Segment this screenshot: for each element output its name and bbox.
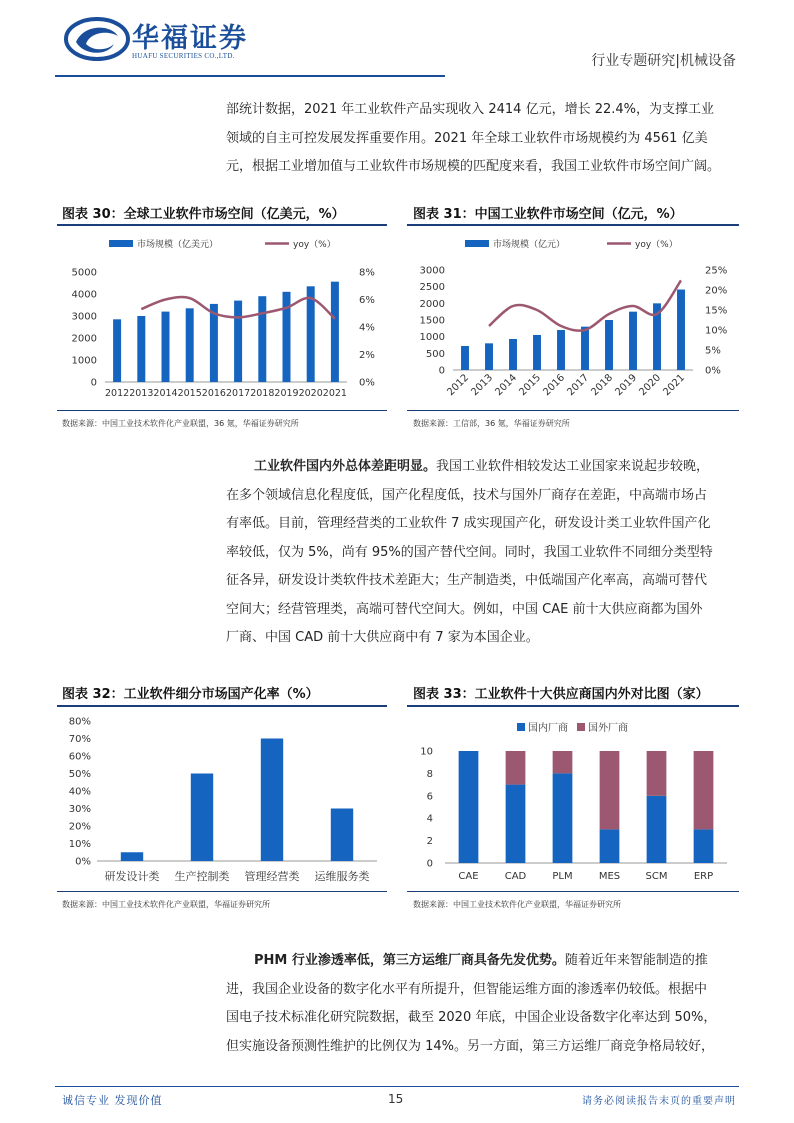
header-divider xyxy=(55,75,445,77)
x-tick-label: 生产控制类 xyxy=(174,870,230,883)
x-tick-label: 2021 xyxy=(322,388,347,399)
x-tick-label: 2017 xyxy=(565,372,592,399)
bar xyxy=(677,290,685,370)
legend-domestic-swatch xyxy=(517,723,525,731)
y-right-tick-label: 2% xyxy=(359,350,375,361)
x-tick-label: 2018 xyxy=(589,372,616,399)
x-tick-label: 2015 xyxy=(517,372,544,399)
x-tick-label: 2021 xyxy=(661,372,688,399)
y-tick-label: 10% xyxy=(68,839,91,850)
x-tick-label: 2012 xyxy=(105,388,130,399)
y-tick-label: 60% xyxy=(68,751,91,763)
huafu-logo-icon xyxy=(64,16,130,62)
y-left-tick-label: 0 xyxy=(90,377,97,389)
bar-domestic xyxy=(553,773,573,863)
legend-line-label: yoy（%） xyxy=(635,240,678,250)
legend-line-label: yoy（%） xyxy=(293,240,336,250)
bar-foreign xyxy=(506,751,526,785)
figure-30-top-rule xyxy=(57,224,387,226)
paragraph-line: 领域的自主可控发展发挥重要作用。2021 年全球工业软件市场规模约为 4561 亿美 xyxy=(226,130,708,146)
figure-32-chart xyxy=(57,709,387,889)
figure-32-source: 数据来源：中国工业技术软件化产业联盟，华福证券研究所 xyxy=(62,900,270,909)
bar xyxy=(509,339,517,370)
x-tick-label: 2016 xyxy=(201,388,226,399)
y-left-tick-label: 2000 xyxy=(71,333,97,345)
paragraph-line: PHM 行业渗透率低，第三方运维厂商具备先发优势。随着近年来智能制造的推 xyxy=(254,953,708,968)
bar-foreign xyxy=(553,751,573,773)
bar-foreign xyxy=(600,751,620,829)
figure-31-top-rule xyxy=(407,224,739,226)
figure-33-title: 图表 33：工业软件十大供应商国内外对比图（家） xyxy=(413,687,709,702)
paragraph-3-lead: PHM 行业渗透率低，第三方运维厂商具备先发优势。 xyxy=(254,953,565,968)
y-left-tick-label: 500 xyxy=(425,348,445,360)
x-tick-label: 2019 xyxy=(613,372,640,399)
company-name-en: HUAFU SECURITIES CO.,LTD. xyxy=(132,52,235,60)
paragraph-2 xyxy=(226,453,738,653)
x-tick-label: 2020 xyxy=(637,372,664,399)
paragraph-line: 征各异，研发设计类软件技术差距大；生产制造类，中低端国产化率高，高端可替代 xyxy=(226,573,708,588)
y-left-tick-label: 1500 xyxy=(419,315,445,327)
y-right-tick-label: 0% xyxy=(359,377,375,389)
x-tick-label: 2016 xyxy=(541,372,568,399)
bar xyxy=(331,282,339,382)
x-tick-label: CAD xyxy=(504,871,527,882)
bar xyxy=(485,343,493,370)
y-right-tick-label: 8% xyxy=(359,267,375,279)
paragraph-line: 国电子技术标准化研究院数据，截至 2020 年底，中国企业设备数字化率达到 50%， xyxy=(226,1010,717,1025)
paragraph-line: 工业软件国内外总体差距明显。我国工业软件相较发达工业国家来说起步较晚， xyxy=(254,459,710,474)
y-tick-label: 40% xyxy=(68,786,91,798)
bar-domestic xyxy=(506,785,526,863)
legend-bar-label: 市场规模（亿美元） xyxy=(137,240,219,250)
paragraph-3 xyxy=(226,947,738,1061)
bar xyxy=(461,346,469,370)
bar-domestic xyxy=(459,751,479,863)
bar xyxy=(331,809,353,862)
legend-domestic-label: 国内厂商 xyxy=(528,723,568,734)
x-tick-label: 2020 xyxy=(298,388,323,399)
bar xyxy=(137,316,145,382)
figure-33-top-rule xyxy=(407,705,739,707)
y-left-tick-label: 3000 xyxy=(419,265,445,277)
x-tick-label: 2014 xyxy=(153,388,178,399)
figure-32-bottom-rule xyxy=(57,891,387,892)
y-tick-label: 70% xyxy=(68,734,91,745)
y-right-tick-label: 25% xyxy=(705,265,728,277)
y-left-tick-label: 2500 xyxy=(419,282,445,294)
x-tick-label: 2014 xyxy=(493,372,520,399)
y-right-tick-label: 0% xyxy=(705,365,721,377)
figure-30-chart xyxy=(57,228,387,408)
paragraph-line: 进，我国企业设备的数字化水平有所提升，但智能运维方面的渗透率仍较低。根据中 xyxy=(226,981,708,997)
figure-33-source: 数据来源：中国工业技术软件化产业联盟，华福证券研究所 xyxy=(413,900,621,909)
footer-divider xyxy=(55,1086,739,1087)
paragraph-line: 率较低，仅为 5%，尚有 95%的国产替代空间。同时，我国工业软件不同细分类型特 xyxy=(226,544,713,560)
bar xyxy=(210,304,218,382)
x-tick-label: 2012 xyxy=(445,372,472,399)
y-right-tick-label: 10% xyxy=(705,325,728,337)
figure-30-title: 图表 30：全球工业软件市场空间（亿美元，%） xyxy=(62,207,345,222)
figure-30-source: 数据来源：中国工业技术软件化产业联盟，36 氪，华福证券研究所 xyxy=(62,419,299,428)
figure-31-bottom-rule xyxy=(407,410,739,411)
x-tick-label: 管理经营类 xyxy=(244,870,300,883)
paragraph-line: 但实施设备预测性维护的比例仅为 14%。另一方面，第三方运维厂商竞争格局较好， xyxy=(226,1038,715,1054)
y-right-tick-label: 6% xyxy=(359,295,375,306)
y-left-tick-label: 0 xyxy=(438,365,445,377)
bar xyxy=(629,312,637,370)
x-tick-label: 2017 xyxy=(226,388,251,399)
figure-33-bottom-rule xyxy=(407,891,739,892)
x-tick-label: 2018 xyxy=(250,388,275,399)
bar xyxy=(162,312,170,382)
y-tick-label: 50% xyxy=(68,769,91,780)
paragraph-line: 在多个领域信息化程度低，国产化程度低，技术与国外厂商存在差距，中高端市场占 xyxy=(226,487,708,503)
y-tick-label: 8 xyxy=(426,768,433,780)
bar xyxy=(113,319,121,382)
bar xyxy=(533,335,541,370)
bar xyxy=(605,320,613,370)
y-right-tick-label: 20% xyxy=(705,285,728,297)
x-tick-label: PLM xyxy=(552,871,573,882)
y-left-tick-label: 1000 xyxy=(71,355,97,367)
report-type: 行业专题研究|机械设备 xyxy=(591,53,736,69)
y-tick-label: 0 xyxy=(426,858,433,870)
x-tick-label: 2013 xyxy=(469,372,496,399)
bar-foreign xyxy=(694,751,714,829)
figure-33-chart xyxy=(407,709,739,889)
bar-domestic xyxy=(694,829,714,863)
paragraph-1 xyxy=(226,96,738,182)
y-tick-label: 30% xyxy=(68,804,91,815)
bar-domestic xyxy=(647,796,667,863)
legend-bar-label: 市场规模（亿元） xyxy=(493,240,566,250)
y-tick-label: 2 xyxy=(426,836,433,848)
y-left-tick-label: 2000 xyxy=(419,298,445,310)
bar xyxy=(258,296,266,382)
legend-foreign-label: 国外厂商 xyxy=(588,723,628,734)
y-right-tick-label: 15% xyxy=(705,305,728,317)
y-tick-label: 0% xyxy=(75,856,91,868)
x-tick-label: 2019 xyxy=(274,388,299,399)
figure-31-title: 图表 31：中国工业软件市场空间（亿元，%） xyxy=(413,207,683,222)
y-tick-label: 10 xyxy=(420,746,433,758)
page-number: 15 xyxy=(388,1092,404,1106)
bar xyxy=(557,330,565,370)
y-tick-label: 4 xyxy=(426,813,433,825)
paragraph-2-lead: 工业软件国内外总体差距明显。 xyxy=(254,459,437,474)
x-tick-label: 运维服务类 xyxy=(314,870,370,883)
bar-foreign xyxy=(647,751,667,796)
y-tick-label: 20% xyxy=(68,821,91,833)
y-left-tick-label: 3000 xyxy=(71,311,97,323)
legend-foreign-swatch xyxy=(577,723,585,731)
company-name-cn: 华福证券 xyxy=(132,23,248,54)
x-tick-label: ERP xyxy=(693,871,714,882)
bar xyxy=(191,774,213,862)
paragraph-line: 空间大；经营管理类，高端可替代空间大。例如，中国 CAE 前十大供应商都为国外 xyxy=(226,601,703,617)
paragraph-line: 厂商、中国 CAD 前十大供应商中有 7 家为本国企业。 xyxy=(226,630,539,645)
legend-bar-swatch xyxy=(109,240,133,247)
x-tick-label: 研发设计类 xyxy=(104,870,160,883)
y-left-tick-label: 5000 xyxy=(71,267,97,279)
x-tick-label: 2013 xyxy=(129,388,154,399)
y-tick-label: 80% xyxy=(68,716,91,728)
bar-domestic xyxy=(600,829,620,863)
y-right-tick-label: 5% xyxy=(705,345,721,357)
bar xyxy=(261,739,283,862)
yoy-line xyxy=(489,280,681,330)
figure-31-source: 数据来源：工信部，36 氪，华福证券研究所 xyxy=(413,419,570,428)
legend-bar-swatch xyxy=(465,240,489,247)
footer-disclaimer: 请务必阅读报告末页的重要声明 xyxy=(582,1096,736,1107)
x-tick-label: MES xyxy=(598,871,621,882)
bar xyxy=(234,301,242,382)
figure-30-bottom-rule xyxy=(57,410,387,411)
paragraph-line: 元，根据工业增加值与工业软件市场规模的匹配度来看，我国工业软件市场空间广阔。 xyxy=(226,159,721,174)
x-tick-label: 2015 xyxy=(177,388,202,399)
y-left-tick-label: 1000 xyxy=(419,332,445,344)
x-tick-label: CAE xyxy=(458,871,479,882)
paragraph-line: 部统计数据，2021 年工业软件产品实现收入 2414 亿元，增长 22.4%，为支撑工业 xyxy=(226,102,714,117)
y-left-tick-label: 4000 xyxy=(71,289,97,301)
y-right-tick-label: 4% xyxy=(359,322,375,334)
figure-31-chart xyxy=(407,228,739,408)
figure-32-title: 图表 32：工业软件细分市场国产化率（%） xyxy=(62,687,319,702)
bar xyxy=(186,308,194,382)
x-tick-label: SCM xyxy=(645,871,668,882)
bar xyxy=(581,327,589,370)
footer-slogan: 诚信专业 发现价值 xyxy=(62,1094,163,1107)
bar xyxy=(121,852,143,861)
y-tick-label: 6 xyxy=(426,791,433,803)
paragraph-line: 有率低。目前，管理经营类的工业软件 7 成实现国产化，研发设计类工业软件国产化 xyxy=(226,516,711,531)
figure-32-top-rule xyxy=(57,705,387,707)
